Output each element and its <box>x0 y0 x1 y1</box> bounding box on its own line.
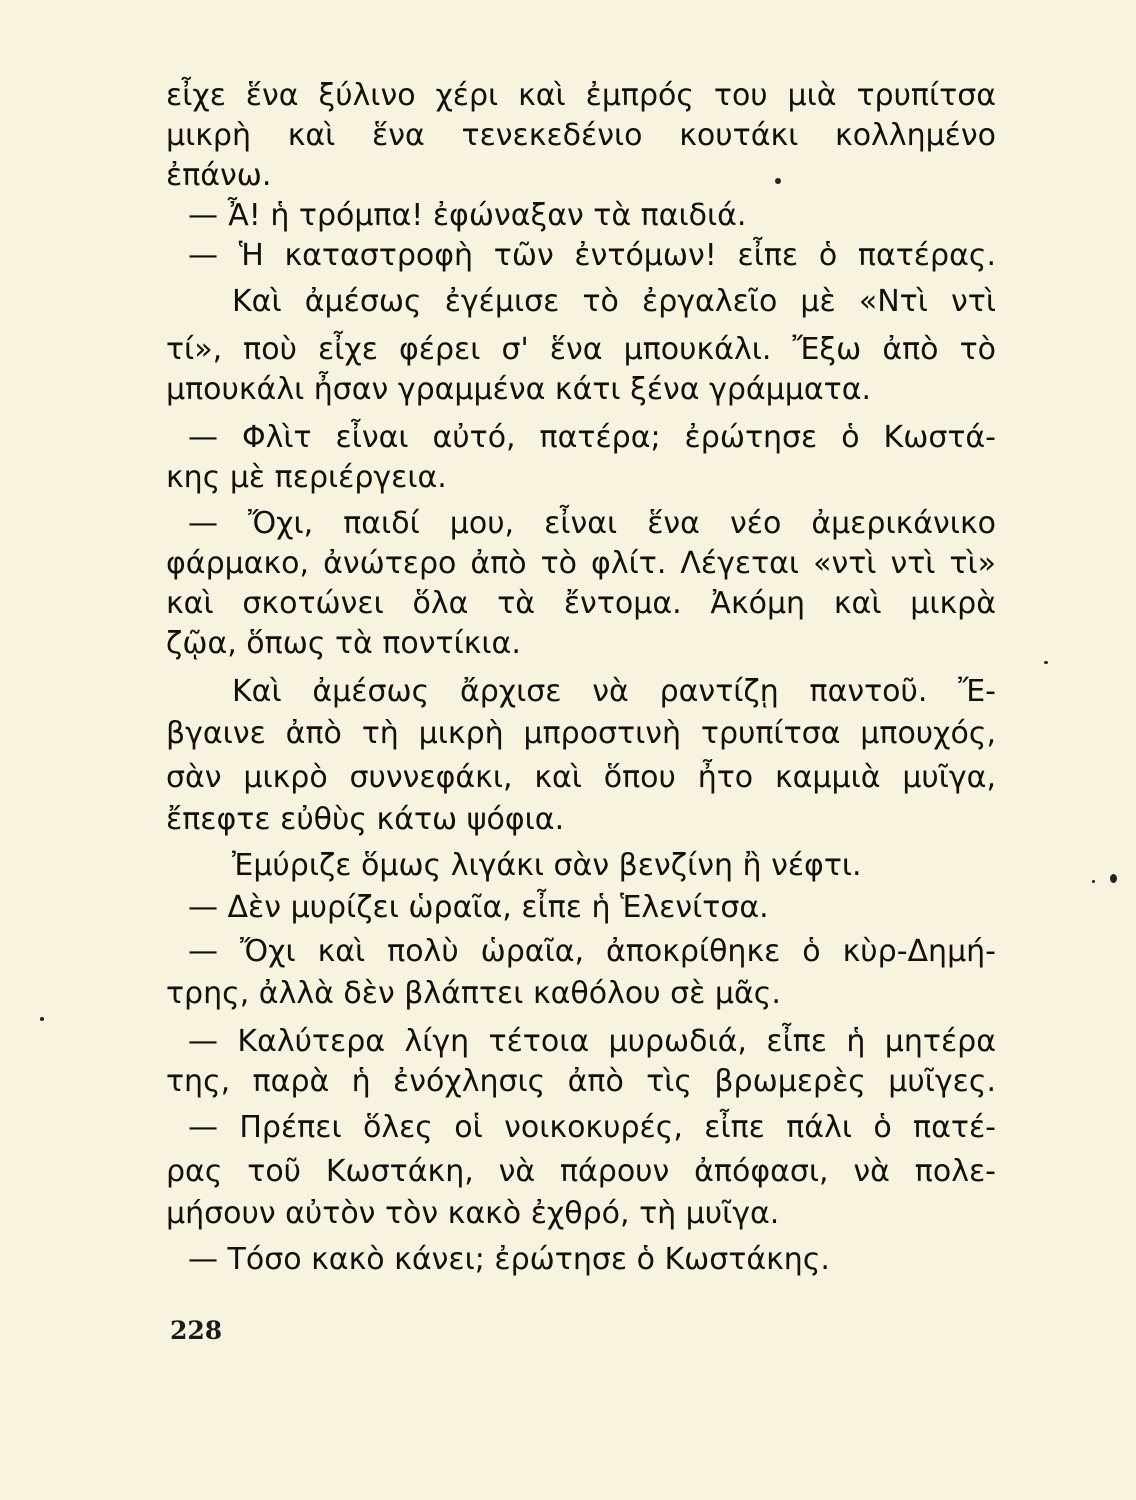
text-line: — Ἆ! ἡ τρόμπα! ἐφώναξαν τὰ παιδιά. <box>188 198 747 233</box>
text-line: μικρὴ καὶ ἕνα τενεκεδένιο κουτάκι κολλημένο <box>166 118 996 153</box>
text-line: — Δὲν μυρίζει ὡραῖα, εἶπε ἡ Ἑλενίτσα. <box>188 890 769 925</box>
text-line: ἔπεφτε εὐθὺς κάτω ψόφια. <box>166 802 565 837</box>
text-line: ζῷα, ὅπως τὰ ποντίκια. <box>166 626 521 661</box>
text-line: εἶχε ἕνα ξύλινο χέρι καὶ ἐμπρός του μιὰ τρυπίτσα <box>166 78 996 113</box>
text-line: μπουκάλι ἦσαν γραμμένα κάτι ξένα γράμματα. <box>166 372 871 407</box>
text-line: — Φλὶτ εἶναι αὐτό, πατέρα; ἐρώτησε ὁ Κωστά- <box>188 420 996 455</box>
ink-speck <box>1110 874 1117 883</box>
text-line: — Τόσο κακὸ κάνει; ἐρώτησε ὁ Κωστάκης. <box>188 1242 830 1277</box>
ink-speck <box>1092 880 1095 883</box>
text-line: φάρμακο, ἀνώτερο ἀπὸ τὸ φλίτ. Λέγεται «ντὶ ντὶ τὶ» <box>166 546 996 581</box>
text-line: σὰν μικρὸ συννεφάκι, καὶ ὅπου ἦτο καμμιὰ μυῖγα, <box>166 760 996 795</box>
text-line: — Πρέπει ὅλες οἱ νοικοκυρές, εἶπε πάλι ὁ πατέ- <box>188 1110 996 1145</box>
ink-speck <box>1044 661 1048 664</box>
ink-speck <box>775 178 781 184</box>
ink-speck <box>40 1017 44 1021</box>
text-line: βγαινε ἀπὸ τὴ μικρὴ μπροστινὴ τρυπίτσα μπουχός, <box>166 716 996 751</box>
text-line: καὶ σκοτώνει ὅλα τὰ ἔντομα. Ἀκόμη καὶ μικρὰ <box>166 586 996 621</box>
text-line: — Καλύτερα λίγη τέτοια μυρωδιά, εἶπε ἡ μητέρα <box>188 1024 996 1059</box>
text-line: τί», ποὺ εἶχε φέρει σ' ἕνα μπουκάλι. Ἔξω ἀπὸ τὸ <box>166 332 996 367</box>
page-number: 228 <box>170 1316 223 1345</box>
text-line: — Ὄχι καὶ πολὺ ὡραῖα, ἀποκρίθηκε ὁ κὺρ-Δημή- <box>188 934 996 969</box>
text-line: ἐπάνω. <box>166 158 272 193</box>
text-line: της, παρὰ ἡ ἐνόχλησις ἀπὸ τὶς βρωμερὲς μυῖγες. <box>166 1064 996 1099</box>
text-line: — Ἡ καταστροφὴ τῶν ἐντόμων! εἶπε ὁ πατέρας. <box>188 238 996 273</box>
text-line: Καὶ ἀμέσως ἄρχισε νὰ ραντίζῃ παντοῦ. Ἔ- <box>232 674 996 709</box>
text-line: Ἐμύριζε ὅμως λιγάκι σὰν βενζίνη ἢ νέφτι. <box>232 848 862 883</box>
text-line: Καὶ ἀμέσως ἐγέμισε τὸ ἐργαλεῖο μὲ «Ντὶ ντὶ <box>232 284 996 319</box>
text-line: — Ὄχι, παιδί μου, εἶναι ἕνα νέο ἀμερικάνικο <box>188 506 996 541</box>
text-line: μήσουν αὐτὸν τὸν κακὸ ἐχθρό, τὴ μυῖγα. <box>166 1196 780 1231</box>
text-line: ρας τοῦ Κωστάκη, νὰ πάρουν ἀπόφασι, νὰ πολε- <box>166 1154 996 1189</box>
text-line: κης μὲ περιέργεια. <box>166 460 447 495</box>
text-line: τρης, ἀλλὰ δὲν βλάπτει καθόλου σὲ μᾶς. <box>166 976 781 1011</box>
